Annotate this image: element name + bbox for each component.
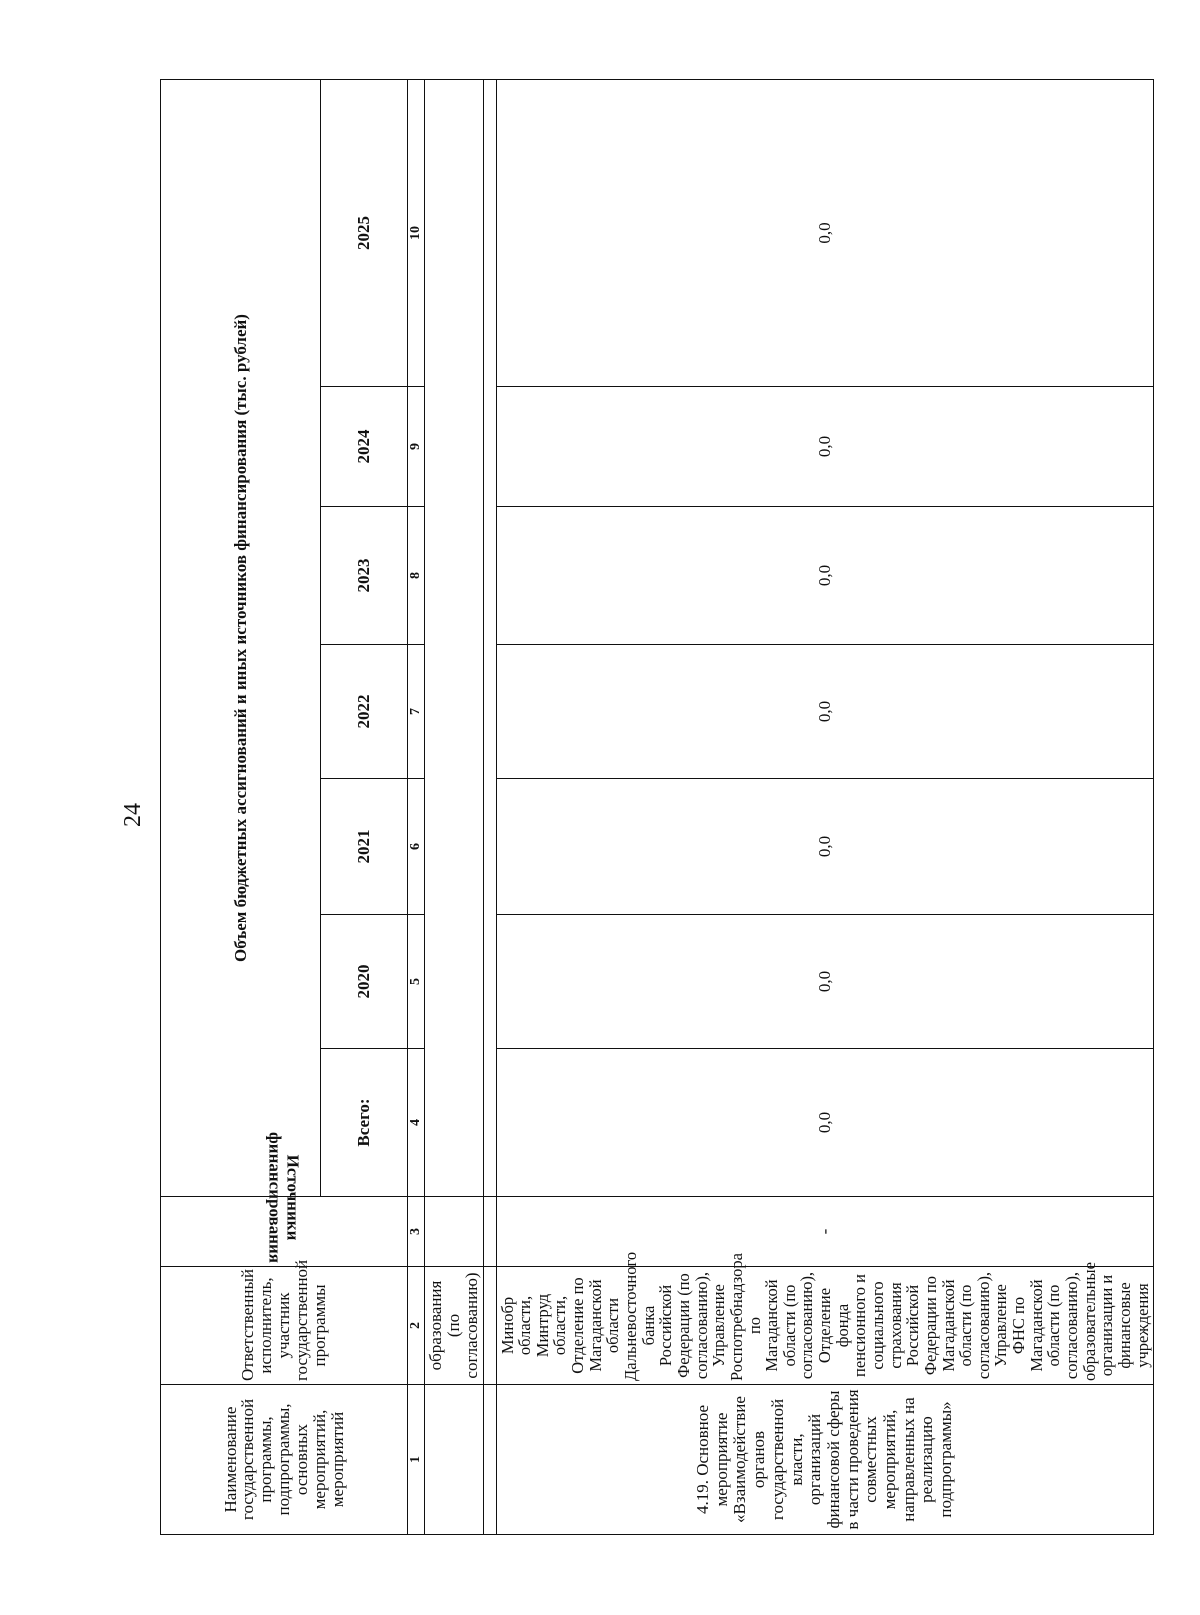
column-number: 6 — [408, 779, 425, 915]
rotated-table-wrapper — [160, 80, 1152, 1535]
spacer-cell — [483, 1385, 496, 1535]
header-budget: Объем бюджетных ассигнований и иных источников финансирования (тыс. рублей) — [161, 79, 321, 1196]
column-number: 5 — [408, 915, 425, 1049]
row-value-2022: 0,0 — [496, 645, 1154, 779]
row-value-2024: 0,0 — [496, 387, 1154, 507]
spacer-cell — [483, 79, 496, 1196]
spacer-cell — [483, 1197, 496, 1267]
continued-row — [425, 79, 484, 1534]
header-year-2022: 2022 — [321, 645, 408, 779]
header-total: Всего: — [321, 1049, 408, 1197]
spacer-cell — [483, 1267, 496, 1385]
header-year-2024: 2024 — [321, 387, 408, 507]
spacer-row — [483, 79, 496, 1534]
column-number: 9 — [408, 387, 425, 507]
continued-source-cell — [425, 1197, 484, 1267]
column-number: 10 — [408, 79, 425, 386]
row-value-2020: 0,0 — [496, 915, 1154, 1049]
header-name: Наименование государственной программы, подпрограммы, основных мероприятий, мероприятий — [161, 1385, 408, 1535]
continued-executor-cell: образования (по согласованию) — [425, 1267, 484, 1385]
row-executor-cell: Минобр области, Минтруд области, Отделение по Магаданской области Дальневосточного банка Российской Федерации (по согласованию), Управление Роспотребнадзора по Магаданской области (по согласованию), Отделение фонда пенсионного и социального страхования Российской Федерации по Магаданской области (по согласованию), Управление ФНС по Магаданской области (по согласованию), образовательные организации и финансовые учреждения — [496, 1267, 1154, 1385]
row-name-cell: 4.19. Основное мероприятие «Взаимодействие органов государственной власти, организаций финансовой сферы в части проведения совместных мероприятий, направленных на реализацию подпрограммы» — [496, 1385, 1154, 1535]
table-row — [496, 79, 1154, 1534]
continued-values-cell — [425, 79, 484, 1196]
row-total-cell: 0,0 — [496, 1049, 1154, 1197]
row-value-2023: 0,0 — [496, 507, 1154, 645]
row-source-cell: - — [496, 1197, 1154, 1267]
header-year-2025: 2025 — [321, 79, 408, 386]
continued-name-cell — [425, 1385, 484, 1535]
header-source-text: Источники финансирования — [266, 1132, 303, 1264]
row-value-2025: 0,0 — [496, 79, 1154, 386]
header-year-2021: 2021 — [321, 779, 408, 915]
header-source — [161, 1132, 408, 1267]
header-year-2023: 2023 — [321, 507, 408, 645]
column-number: 8 — [408, 507, 425, 645]
column-number: 1 — [408, 1385, 425, 1535]
column-number: 7 — [408, 645, 425, 779]
header-executor: Ответственный исполнитель, участник государственной программы — [161, 1267, 408, 1385]
column-number: 3 — [408, 1197, 425, 1267]
column-number: 4 — [408, 1049, 425, 1197]
column-numbers-row — [408, 79, 425, 1534]
column-number: 2 — [408, 1267, 425, 1385]
header-year-2020: 2020 — [321, 915, 408, 1049]
row-value-2021: 0,0 — [496, 779, 1154, 915]
financing-table — [160, 79, 1154, 1535]
page-number: 24 — [120, 803, 146, 827]
